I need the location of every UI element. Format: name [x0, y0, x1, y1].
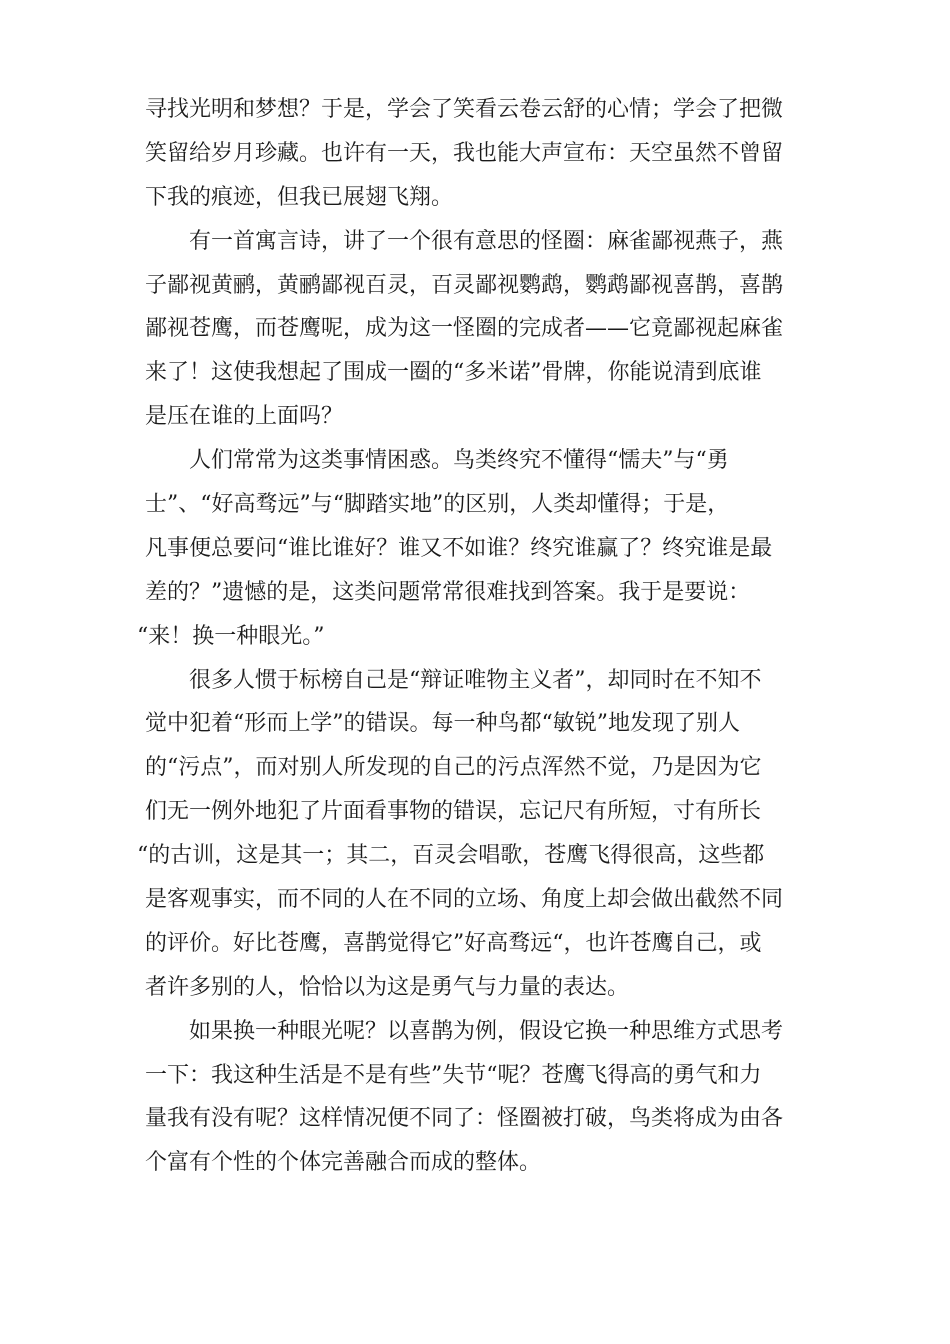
document-body [137, 88, 805, 1185]
paragraph-1-line-2: 笑留给岁月珍藏。也许有一天，我也能大声宣布：天空虽然不曾留 [145, 140, 784, 166]
paragraph-3-line-4: 差的？”遗憾的是，这类问题常常很难找到答案。我于是要说： [145, 579, 751, 605]
paragraph-3-line-1: 人们常常为这类事情困惑。鸟类终究不懂得“懦夫”与“勇 [189, 448, 729, 474]
paragraph-5-line-1: 如果换一种眼光呢？以喜鹊为例，假设它换一种思维方式思考 [189, 1018, 784, 1044]
paragraph-4-line-6: 是客观事实，而不同的人在不同的立场、角度上却会做出截然不同 [145, 887, 784, 913]
paragraph-1-line-3: 下我的痕迹，但我已展翅飞翔。 [145, 184, 454, 210]
paragraph-2-line-2: 子鄙视黄鹂，黄鹂鄙视百灵，百灵鄙视鹦鹉，鹦鹉鄙视喜鹊，喜鹊 [145, 272, 784, 298]
paragraph-1-line-1: 寻找光明和梦想？于是，学会了笑看云卷云舒的心情；学会了把微 [145, 97, 784, 122]
paragraph-4-line-1: 很多人惯于标榜自己是“辩证唯物主义者”，却同时在不知不 [189, 667, 762, 693]
paragraph-3-line-5: “来！换一种眼光。” [137, 623, 325, 649]
paragraph-4-line-5: “的古训，这是其一；其二，百灵会唱歌，苍鹰飞得很高，这些都 [137, 843, 765, 869]
paragraph-3-line-3: 凡事便总要问“谁比谁好？谁又不如谁？终究谁赢了？终究谁是最 [145, 535, 773, 561]
paragraph-4-line-8: 者许多别的人，恰恰以为这是勇气与力量的表达。 [145, 974, 630, 1000]
paragraph-4-line-3: 的“污点”，而对别人所发现的自己的污点浑然不觉，乃是因为它 [145, 755, 762, 781]
paragraph-3-line-2: 士”、“好高骛远”与“脚踏实地”的区别，人类却懂得；于是， [145, 492, 730, 518]
paragraph-2-line-1: 有一首寓言诗，讲了一个很有意思的怪圈：麻雀鄙视燕子，燕 [189, 228, 784, 254]
paragraph-5-line-2: 一下：我这种生活是不是有些”失节“呢？苍鹰飞得高的勇气和力 [145, 1062, 762, 1088]
paragraph-2-line-3: 鄙视苍鹰，而苍鹰呢，成为这一怪圈的完成者——它竟鄙视起麻雀 [145, 316, 784, 342]
paragraph-2-line-4: 来了！这使我想起了围成一圈的“多米诺”骨牌，你能说清到底谁 [145, 360, 762, 386]
paragraph-5-line-3: 量我有没有呢？这样情况便不同了：怪圈被打破，鸟类将成为由各 [145, 1106, 784, 1132]
paragraph-4-line-7: 的评价。好比苍鹰，喜鹊觉得它”好高骛远“，也许苍鹰自己，或 [145, 930, 762, 956]
paragraph-4-line-4: 们无一例外地犯了片面看事物的错误，忘记尺有所短，寸有所长 [145, 799, 762, 825]
paragraph-2-line-5: 是压在谁的上面吗？ [145, 404, 344, 430]
paragraph-5-line-4: 个富有个性的个体完善融合而成的整体。 [145, 1150, 542, 1176]
paragraph-4-line-2: 觉中犯着“形而上学”的错误。每一种鸟都“敏锐”地发现了别人 [145, 711, 740, 737]
